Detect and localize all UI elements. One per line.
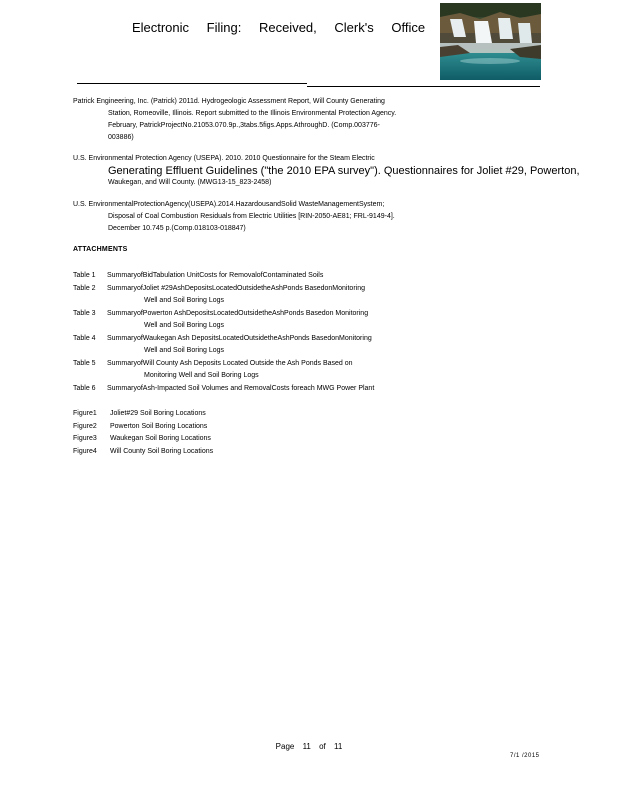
table-title-continued: Well and Soil Boring Logs (144, 297, 225, 304)
reference-line: Station, Romeoville, Illinois. Report submitted to the Illinois Environmental Protection Agency. (108, 110, 397, 117)
page-number: Page 11 of 11 (275, 742, 343, 751)
table-title-continued: Well and Soil Boring Logs (144, 322, 225, 329)
table-title: SummaryofWaukegan Ash DepositsLocatedOutsidetheAshPonds BasedonMonitoring (107, 334, 372, 342)
reference-line: Waukegan, and Will County. (MWG13-15_823-2458) (108, 179, 272, 186)
header-rule (77, 83, 307, 84)
stamp-word: Received, (258, 20, 317, 35)
table-title: SummaryofBidTabulation UnitCosts for RemovalofContaminated Soils (107, 272, 324, 279)
attachments-figure-list (73, 408, 213, 458)
reference-line: 003886) (108, 134, 134, 141)
figure-title: Waukegan Soil Boring Locations (110, 435, 211, 442)
footer-date: 7/1 /2015 (510, 753, 540, 759)
table-entry (73, 383, 493, 396)
table-label: Table 1 (73, 272, 96, 279)
reference-entry (73, 96, 568, 144)
figure-label: Figure3 (73, 435, 97, 442)
reference-line: U.S. EnvironmentalProtectionAgency(USEPA).2014.HazardousandSolid WasteManagementSystem; (73, 201, 385, 208)
table-title: SummaryofWill County Ash Deposits Located Outside the Ash Ponds Based on (107, 359, 353, 367)
table-label: Table 3 (73, 309, 96, 317)
figure-entry (73, 433, 213, 446)
table-entry (73, 308, 493, 333)
figure-title: Joliet#29 Soil Boring Locations (110, 410, 206, 417)
reference-line: U.S. Environmental Protection Agency (USEPA). 2010. 2010 Questionnaire for the Steam Electric (73, 155, 375, 162)
reference-line: December 10.745 p.(Comp.018103-018847) (108, 225, 246, 232)
stamp-word: Office (391, 20, 426, 35)
figure-entry (73, 446, 213, 459)
reference-line: Disposal of Coal Combustion Residuals from Electric Utilities [RIN-2050-AE81; FRL-9149-4]. (108, 213, 395, 220)
waterfall-photo (440, 3, 541, 80)
reference-line: February, PatrickProjectNo.21053.070.9p.,3tabs.5figs.Apps.AthroughD. (Comp.003776- (108, 122, 380, 129)
figure-title: Will County Soil Boring Locations (110, 447, 214, 455)
attachments-table-list (73, 270, 493, 395)
table-title: SummaryofJoliet #29AshDepositsLocatedOutsidetheAshPonds BasedonMonitoring (107, 284, 365, 292)
reference-line: Patrick Engineering, Inc. (Patrick) 2011d. Hydrogeologic Assessment Report, Will County Generating (73, 98, 385, 105)
stamp-word: Filing: (206, 20, 242, 35)
figure-entry (73, 421, 213, 434)
attachments-heading: ATTACHMENTS (73, 246, 128, 253)
table-entry (73, 358, 493, 383)
table-title-continued: Well and Soil Boring Logs (144, 347, 225, 354)
table-entry (73, 333, 493, 358)
header-rule (307, 86, 540, 87)
reference-line: Generating Effluent Guidelines ("the 2010 EPA survey"). Questionnaires for Joliet #29, Powerton, (108, 165, 580, 177)
figure-label: Figure2 (73, 422, 97, 430)
table-label: Table 6 (73, 384, 96, 392)
figure-title: Powerton Soil Boring Locations (110, 422, 208, 430)
table-title: SummaryofPowerton AshDepositsLocatedOutsidetheAshPonds Basedon Monitoring (107, 309, 369, 317)
reference-entry (73, 199, 568, 235)
table-label: Table 4 (73, 334, 96, 342)
reference-entry (73, 153, 580, 189)
figure-label: Figure1 (73, 410, 97, 417)
table-entry (73, 283, 493, 308)
table-title-continued: Monitoring Well and Soil Boring Logs (144, 372, 259, 379)
table-title: SummaryofAsh-Impacted Soil Volumes and RemovalCosts foreach MWG Power Plant (107, 384, 375, 392)
table-entry (73, 270, 493, 283)
figure-label: Figure4 (73, 447, 97, 455)
stamp-word: Clerk's (334, 20, 374, 35)
figure-entry (73, 408, 213, 421)
stamp-word: Electronic (131, 20, 190, 35)
table-label: Table 2 (73, 284, 96, 292)
table-label: Table 5 (73, 359, 96, 367)
